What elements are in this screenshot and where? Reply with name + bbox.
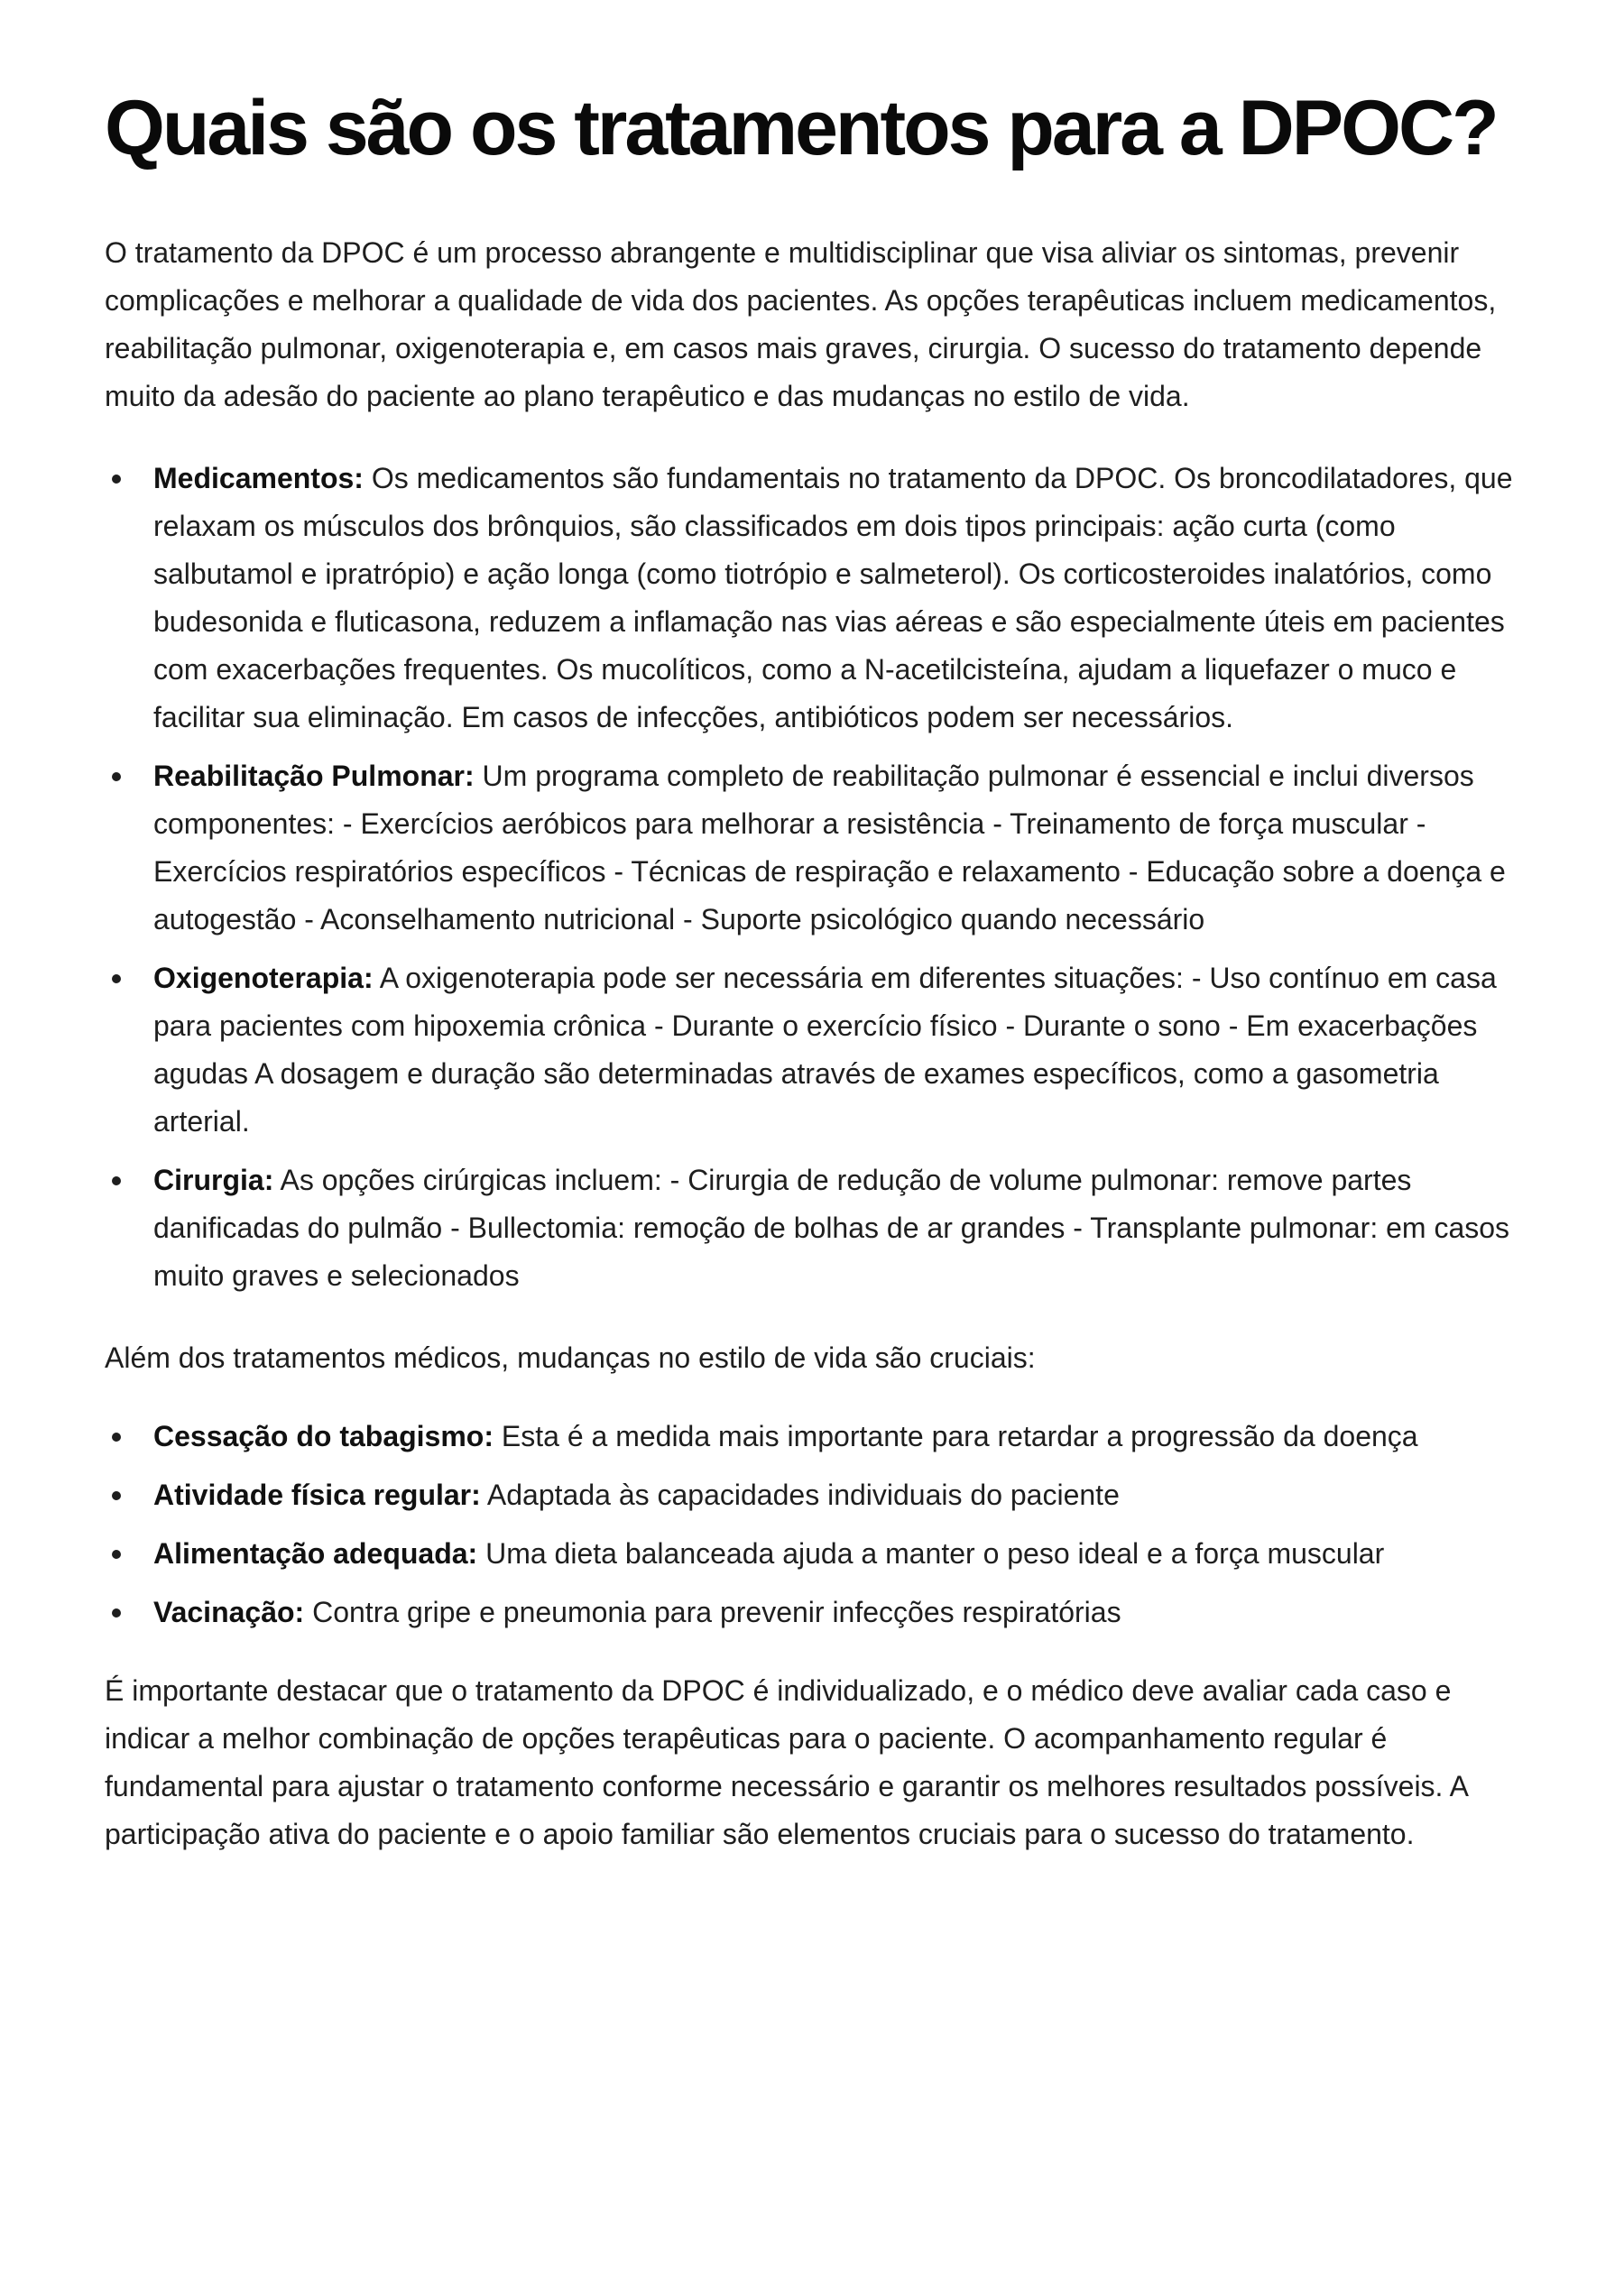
list-item-text: Esta é a medida mais importante para retardar a progressão da doença — [494, 1420, 1418, 1452]
list-item — [105, 1530, 1539, 1578]
list-item — [105, 1413, 1539, 1461]
list-item — [105, 954, 1539, 1146]
bullet-icon — [112, 974, 121, 983]
list-item-text: A oxigenoterapia pode ser necessária em diferentes situações: - Uso contínuo em casa para pacientes com hipoxemia crônica - Durante o exercício físico - Durante o sono - Em exacerbações agudas A dosagem e duração são determinadas através de exames específicos, como a gasometria arterial. — [153, 962, 1497, 1138]
list-item-text: Um programa completo de reabilitação pulmonar é essencial e inclui diversos componentes: - Exercícios aeróbicos para melhorar a resistência - Treinamento de força muscular - Exercícios respiratórios específicos - Técnicas de respiração e relaxamento - Educação sobre a doença e autogestão - Aconselhamento nutricional - Suporte psicológico quando necessário — [153, 760, 1506, 936]
list-item-text: Adaptada às capacidades individuais do paciente — [480, 1479, 1120, 1511]
conclusion-paragraph: É importante destacar que o tratamento da DPOC é individualizado, e o médico deve avaliar cada caso e indicar a melhor combinação de opções terapêuticas para o paciente. O acompanhamento regular é fundamental para ajustar o tratamento conforme necessário e garantir os melhores resultados possíveis. A participação ativa do paciente e o apoio familiar são elementos cruciais para o sucesso do tratamento. — [105, 1674, 1468, 1850]
list-item-term: Cirurgia: — [153, 1164, 274, 1196]
bullet-icon — [112, 1491, 121, 1500]
bullet-icon — [112, 1433, 121, 1442]
treatments-list — [105, 455, 1539, 1300]
list-item — [105, 455, 1539, 742]
list-item-text: As opções cirúrgicas incluem: - Cirurgia de redução de volume pulmonar: remove partes danificadas do pulmão - Bullectomia: remoção de bolhas de ar grandes - Transplante pulmonar: em casos muito graves e selecionados — [153, 1164, 1510, 1292]
list-item-term: Oxigenoterapia: — [153, 962, 374, 994]
list-item-term: Alimentação adequada: — [153, 1537, 478, 1570]
document-page — [105, 0, 1539, 1858]
list-item — [105, 1471, 1539, 1519]
list-item — [105, 1157, 1539, 1300]
list-item — [105, 752, 1539, 944]
list-item-text: Uma dieta balanceada ajuda a manter o peso ideal e a força muscular — [477, 1537, 1385, 1570]
list-item-text: Contra gripe e pneumonia para prevenir infecções respiratórias — [304, 1596, 1121, 1628]
page-title: Quais são os tratamentos para a DPOC? — [105, 85, 1497, 171]
bullet-icon — [112, 1608, 121, 1618]
list-item-term: Medicamentos: — [153, 462, 364, 494]
intro-paragraph: O tratamento da DPOC é um processo abrangente e multidisciplinar que visa aliviar os sintomas, prevenir complicações e melhorar a qualidade de vida dos pacientes. As opções terapêuticas incluem medicamentos, reabilitação pulmonar, oxigenoterapia e, em casos mais graves, cirurgia. O sucesso do tratamento depende muito da adesão do paciente ao plano terapêutico e das mudanças no estilo de vida. — [105, 236, 1497, 412]
list-item-term: Vacinação: — [153, 1596, 305, 1628]
bullet-icon — [112, 1176, 121, 1185]
bullet-icon — [112, 475, 121, 484]
bullet-icon — [112, 1550, 121, 1559]
list-item-text: Os medicamentos são fundamentais no tratamento da DPOC. Os broncodilatadores, que relaxam os músculos dos brônquios, são classificados em dois tipos principais: ação curta (como salbutamol e ipratrópio) e ação longa (como tiotrópio e salmeterol). Os corticosteroides inalatórios, como budesonida e fluticasona, reduzem a inflamação nas vias aéreas e são especialmente úteis em pacientes com exacerbações frequentes. Os mucolíticos, como a N-acetilcisteína, ajudam a liquefazer o muco e facilitar sua eliminação. Em casos de infecções, antibióticos podem ser necessários. — [153, 462, 1513, 733]
lifestyle-intro-paragraph: Além dos tratamentos médicos, mudanças no estilo de vida são cruciais: — [105, 1341, 1036, 1374]
list-item-term: Atividade física regular: — [153, 1479, 481, 1511]
list-item-term: Cessação do tabagismo: — [153, 1420, 494, 1452]
list-item — [105, 1589, 1539, 1636]
list-item-term: Reabilitação Pulmonar: — [153, 760, 475, 792]
lifestyle-list — [105, 1413, 1539, 1636]
bullet-icon — [112, 772, 121, 781]
